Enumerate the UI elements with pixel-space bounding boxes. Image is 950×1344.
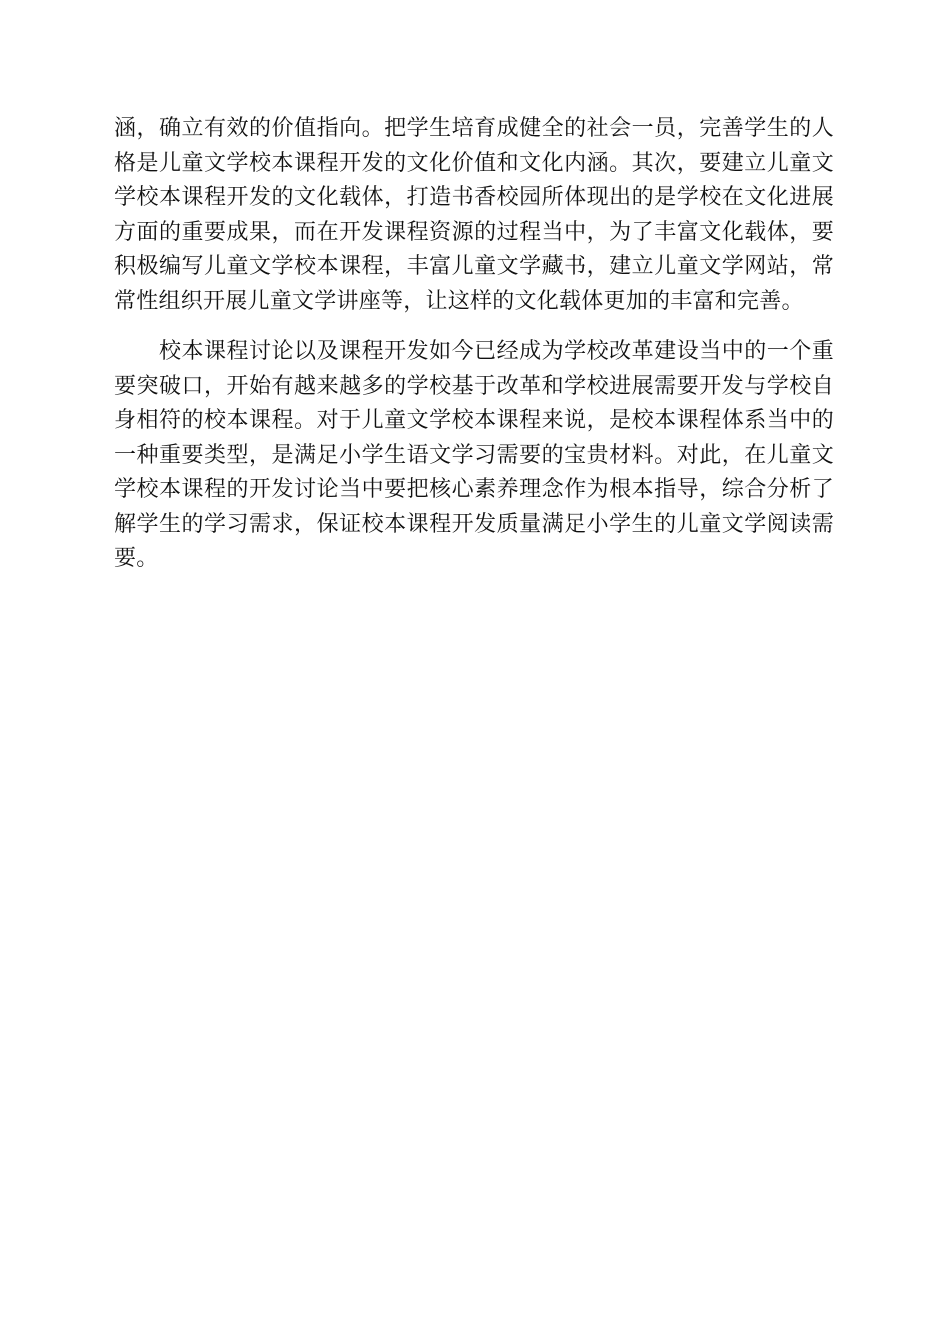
text-line: 校本课程讨论以及课程开发如今已经成为学校改革建设当中的一个重 (114, 339, 834, 364)
text-line: 涵，确立有效的价值指向。把学生培育成健全的社会一员，完善学生的人 (114, 116, 834, 141)
text-line: 要。 (114, 546, 159, 571)
paragraph-2 (114, 335, 834, 577)
text-line: 一种重要类型，是满足小学生语文学习需要的宝贵材料。对此，在儿童文 (114, 442, 834, 468)
paragraph-spacer (114, 319, 834, 335)
text-line: 方面的重要成果，而在开发课程资源的过程当中，为了丰富文化载体，要 (114, 219, 834, 245)
text-line: 格是儿童文学校本课程开发的文化价值和文化内涵。其次，要建立儿童文 (114, 150, 834, 176)
text-line: 学校本课程的开发讨论当中要把核心素养理念作为根本指导，综合分析了 (114, 477, 834, 502)
text-line: 学校本课程开发的文化载体，打造书香校园所体现出的是学校在文化进展 (114, 185, 834, 210)
document-body (114, 112, 834, 577)
text-line: 积极编写儿童文学校本课程，丰富儿童文学藏书，建立儿童文学网站，常 (114, 254, 834, 279)
text-line: 要突破口，开始有越来越多的学校基于改革和学校进展需要开发与学校自 (114, 373, 834, 399)
text-line: 解学生的学习需求，保证校本课程开发质量满足小学生的儿童文学阅读需 (114, 511, 834, 537)
text-line: 身相符的校本课程。对于儿童文学校本课程来说，是校本课程体系当中的 (114, 408, 834, 433)
paragraph-1 (114, 112, 834, 319)
text-line: 常性组织开展儿童文学讲座等，让这样的文化载体更加的丰富和完善。 (114, 288, 804, 314)
